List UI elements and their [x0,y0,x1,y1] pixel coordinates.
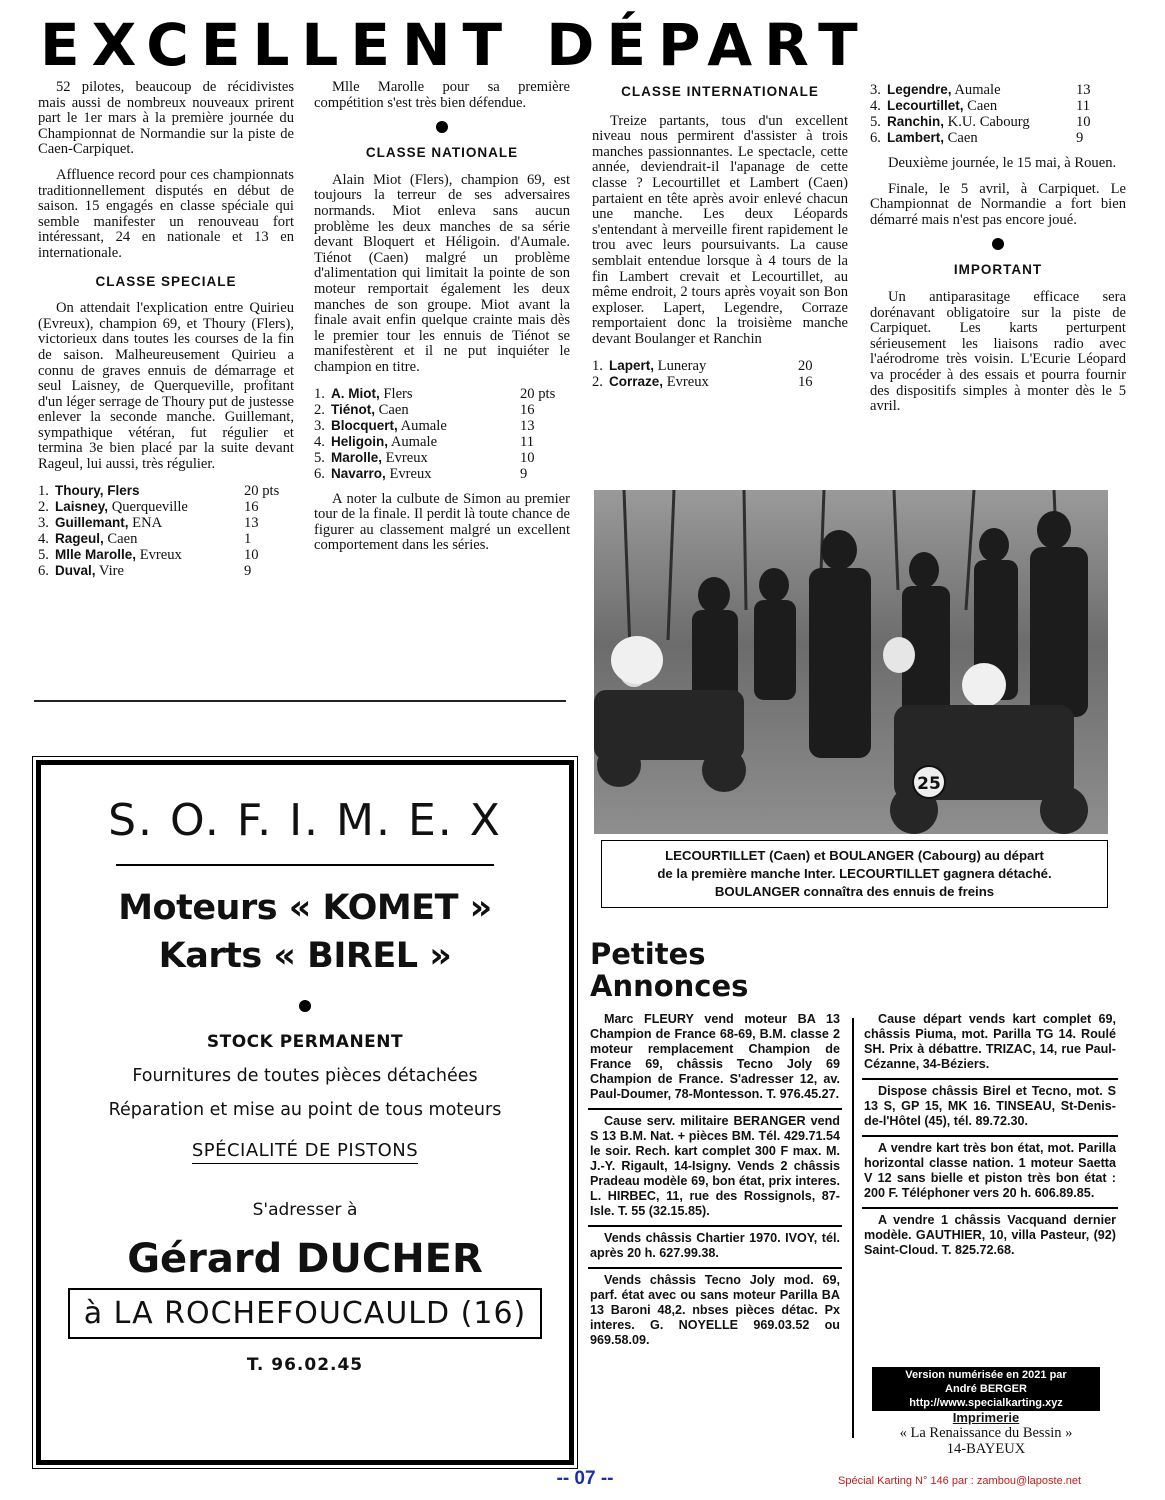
ad-karts: Karts « BIREL » [158,936,452,976]
article-column-1 [38,80,294,589]
paragraph: Alain Miot (Flers), champion 69, est toujours la terreur de ses adversaires normands. Miot enleva sans aucun problème les deux manches de sa série devant Bloquert et Héligoin. d'Aumale. Tiénot (Caen) malgré un problème d'alimentation qui limitait la pointe de son moteur remportait également les deux manches de son groupe. Miot avant la finale avait enfin quelque crainte mais dès le premier tour les ennuis de Tiénot se manifestèrent et il ne put inquiéter le champion en titre. [314,171,570,375]
column-divider [852,1018,854,1438]
paragraph: On attendait l'explication entre Quirieu (Evreux), champion 69, et Thoury (Flers), victorieux dans toutes les courses de la fin de saison. Malheureusement Quirieu a connu de graves ennuis de démarrage et seul Laisney, de Querqueville, profitant d'un léger serrage de Thoury put de justesse enlever la seconde manche. Guillemant, sympathique vétéran, fut régulier et termina 3e bien placé par la suite devant Rageul, lui aussi, très régulier. [38,300,294,473]
ad-line: Fournitures de toutes pièces détachées [132,1066,478,1086]
ranking-row: 5. Ranchin, K.U. Cabourg 10 [870,114,1091,130]
ranking-row: 4. Lecourtillet, Caen 11 [870,98,1091,114]
ad-telephone: T. 96.02.45 [246,1355,364,1375]
ranking-internationale [592,358,848,390]
classified-ad: Vends châssis Chartier 1970. IVOY, tél. après 20 h. 627.99.38. [588,1227,842,1269]
page-number: -- 07 -- [556,1468,614,1489]
classified-ad: A vendre kart très bon état, mot. Parilla horizontal classe nation. 1 moteur Saetta V 12 sans bielle et piston très bon état : 200 F. Téléphoner vers 20 h. 606.89.85. [862,1137,1118,1209]
classified-ad: Cause serv. militaire BERANGER vend S 13 B.M. Nat. + pièces BM. Tél. 429.71.54 le soir. Rech. kart complet 300 F max. M. J.-Y. Rigault, 14-Isigny. Vends 2 châssis Pradeau modèle 69, bon état, prix interes. L. HIRBEC, 11, rue des Rossignols, 87-Isle. T. 55 (32.15.85). [588,1110,842,1227]
classified-ad: Dispose châssis Birel et Tecno, mot. S 13 S, GP 15, MK 16. TINSEAU, St-Denis-de-l'Hôtel (45), tél. 89.72.30. [862,1080,1118,1137]
ranking-row: 5. Mlle Marolle, Evreux 10 [38,546,259,563]
credit-link[interactable]: http://www.specialkarting.xyz [909,1397,1063,1409]
photo-caption [601,840,1108,908]
race-photo [594,490,1108,834]
caption-line: de la première manche Inter. LECOURTILLET gagnera détaché. [657,866,1052,881]
caption-line: LECOURTILLET (Caen) et BOULANGER (Cabourg) au départ [665,848,1044,863]
ranking-row: 1. A. Miot, Flers 20 pts [314,385,556,402]
section-heading-internationale: CLASSE INTERNATIONALE [621,84,819,99]
section-heading-speciale: CLASSE SPECIALE [95,273,237,289]
ranking-row: 4. Rageul, Caen 1 [38,530,252,547]
ad-name: Gérard DUCHER [127,1236,483,1282]
advertisement-sofimex [36,760,574,1465]
caption-line: BOULANGER connaîtra des ennuis de freins [714,884,995,899]
intro-paragraph: Mlle Marolle pour sa première compétition s'est très bien défendue. [314,79,570,111]
ranking-row: 3. Guillemant, ENA 13 [38,514,259,531]
bullet-dot-icon [436,121,448,133]
ranking-row: 1. Lapert, Luneray 20 [592,357,813,374]
karting-scene-illustration [594,490,1108,834]
ranking-row: 2. Tiénot, Caen 16 [314,401,535,418]
footer-credit: Spécial Karting N° 146 par : zambou@laposte.net [838,1475,1082,1487]
ranking-row: 6. Duval, Vire 9 [38,562,252,579]
paragraph: A noter la culbute de Simon au premier tour de la finale. Il perdit là toute chance de figurer au classement malgré un excellent comportement dans les séries. [314,490,570,554]
article-column-3 [592,82,848,400]
ranking-row: 6. Navarro, Evreux 9 [314,465,528,482]
paragraph: Un antiparasitage efficace sera dorénavant obligatoire sur la piste de Carpiquet. Les karts perturpent sérieusement les liaisons radio avec l'aérodrome très voisin. L'Ecurie Léopard va procéder à des essais et pourra fournir des dispositifs simples à monter dès le 5 avril. [870,288,1126,415]
page-title: EXCELLENT DÉPART [40,11,870,79]
ranking-row: 2. Corraze, Evreux 16 [592,373,813,390]
classified-ad: Cause départ vends kart complet 69, châssis Piuma, mot. Parilla TG 14. Roulé SH. Prix à débattre. TRIZAC, 14, rue Paul-Cézanne, 34-Béziers. [862,1012,1118,1080]
paragraph: Deuxième journée, le 15 mai, à Rouen. [888,155,1117,171]
ranking-row: 1. Thoury, Flers 20 pts [38,482,280,499]
classified-ad: Marc FLEURY vend moteur BA 13 Champion de France 68-69, B.M. classe 2 moteur remplacement Champion de France 69, châssis Tecno Joly 69 Champion de France. S'adresser 12, av. Paul-Doumer, 78-Montesson. T. 976.45.27. [588,1012,842,1110]
paragraph: Affluence record pour ces championnats traditionnellement disputés en début de saison. 15 engagés en classe spéciale qui semble manifester un renouveau fort intéressant, 24 en nationale et 13 en internationale. [38,166,294,261]
digitization-credit: Version numérisée en 2021 par André BERGER http://www.specialkarting.xyz [872,1367,1100,1411]
ad-brand: S. O. F. I. M. E. X [108,795,502,846]
ad-stock: STOCK PERMANENT [206,1032,404,1052]
printer-info: Imprimerie « La Renaissance du Bessin » 14-BAYEUX [899,1410,1073,1457]
divider [34,700,566,702]
classifieds-left-column [588,1012,842,1354]
intro-paragraph: 52 pilotes, beaucoup de récidivistes mais aussi de nombreux nouveaux prirent part le 1er mars à la première journée du Championnat de Normandie sur la piste de Caen-Carpiquet. [38,79,294,158]
divider [116,864,494,866]
ad-motors: Moteurs « KOMET » [118,888,492,928]
ranking-row: 3. Legendre, Aumale 13 [870,82,1091,98]
ranking-speciale [38,483,294,579]
article-column-4 [870,82,1126,425]
bullet-dot-icon [299,1000,311,1012]
kart-number: 25 [917,774,941,794]
ad-address-to: S'adresser à [252,1200,358,1220]
ad-town: à LA ROCHEFOUCAULD (16) [68,1288,543,1339]
ranking-row: 2. Laisney, Querqueville 16 [38,498,259,515]
ranking-row: 4. Heligoin, Aumale 11 [314,433,535,450]
section-heading-important: IMPORTANT [953,262,1043,278]
paragraph: Treize partants, tous d'un excellent niveau nous permirent d'assister à trois manches passionnantes. Le spectacle, cette année, deviendrait-il l'apanage de cette classe ? Lecourtillet et Lambert (Caen) partaient en tête après avoir enlevé chacun une manche. Les deux Léopards s'entendant à merveille firent rapidement le trou avec leurs poursuivants. La cause semblait entendue lorsque à 4 tours de la fin Lambert crevait et Lecourtillet, au même endroit, 2 tours après voyait son Bon exploser. Lapert, Legendre, Corraze remportaient donc la troisième manche devant Boulanger et Ranchin [592,112,848,347]
ad-line: Réparation et mise au point de tous moteurs [108,1100,502,1120]
ranking-nationale [314,386,570,482]
classified-ad: Vends châssis Tecno Joly mod. 69, parf. état avec ou sans moteur Parilla BA 13 Baroni 48,2. nbses pièces détac. Px interes. G. NOYELLE 969.03.52 ou 969.58.09. [590,1273,840,1347]
bullet-dot-icon [992,238,1004,250]
classified-ad: A vendre 1 châssis Vacquand dernier modèle. GAUTHIER, 10, villa Pasteur, (92) Saint-Cloud. T. 825.72.68. [864,1213,1116,1257]
ranking-row: 5. Marolle, Evreux 10 [314,449,535,466]
section-heading-nationale: CLASSE NATIONALE [365,145,519,161]
ranking-internationale-cont [870,82,1126,146]
ranking-row: 6. Lambert, Caen 9 [870,130,1084,146]
classifieds-right-column [862,1012,1118,1264]
ad-pistons: SPÉCIALITÉ DE PISTONS [192,1140,418,1164]
paragraph: Finale, le 5 avril, à Carpiquet. Le Championnat de Normandie a fort bien démarré mais n'est pas encore joué. [870,180,1126,228]
classifieds-heading: Petites Annonces [590,937,749,1003]
ranking-row: 3. Blocquert, Aumale 13 [314,417,535,434]
article-column-2 [314,80,570,564]
